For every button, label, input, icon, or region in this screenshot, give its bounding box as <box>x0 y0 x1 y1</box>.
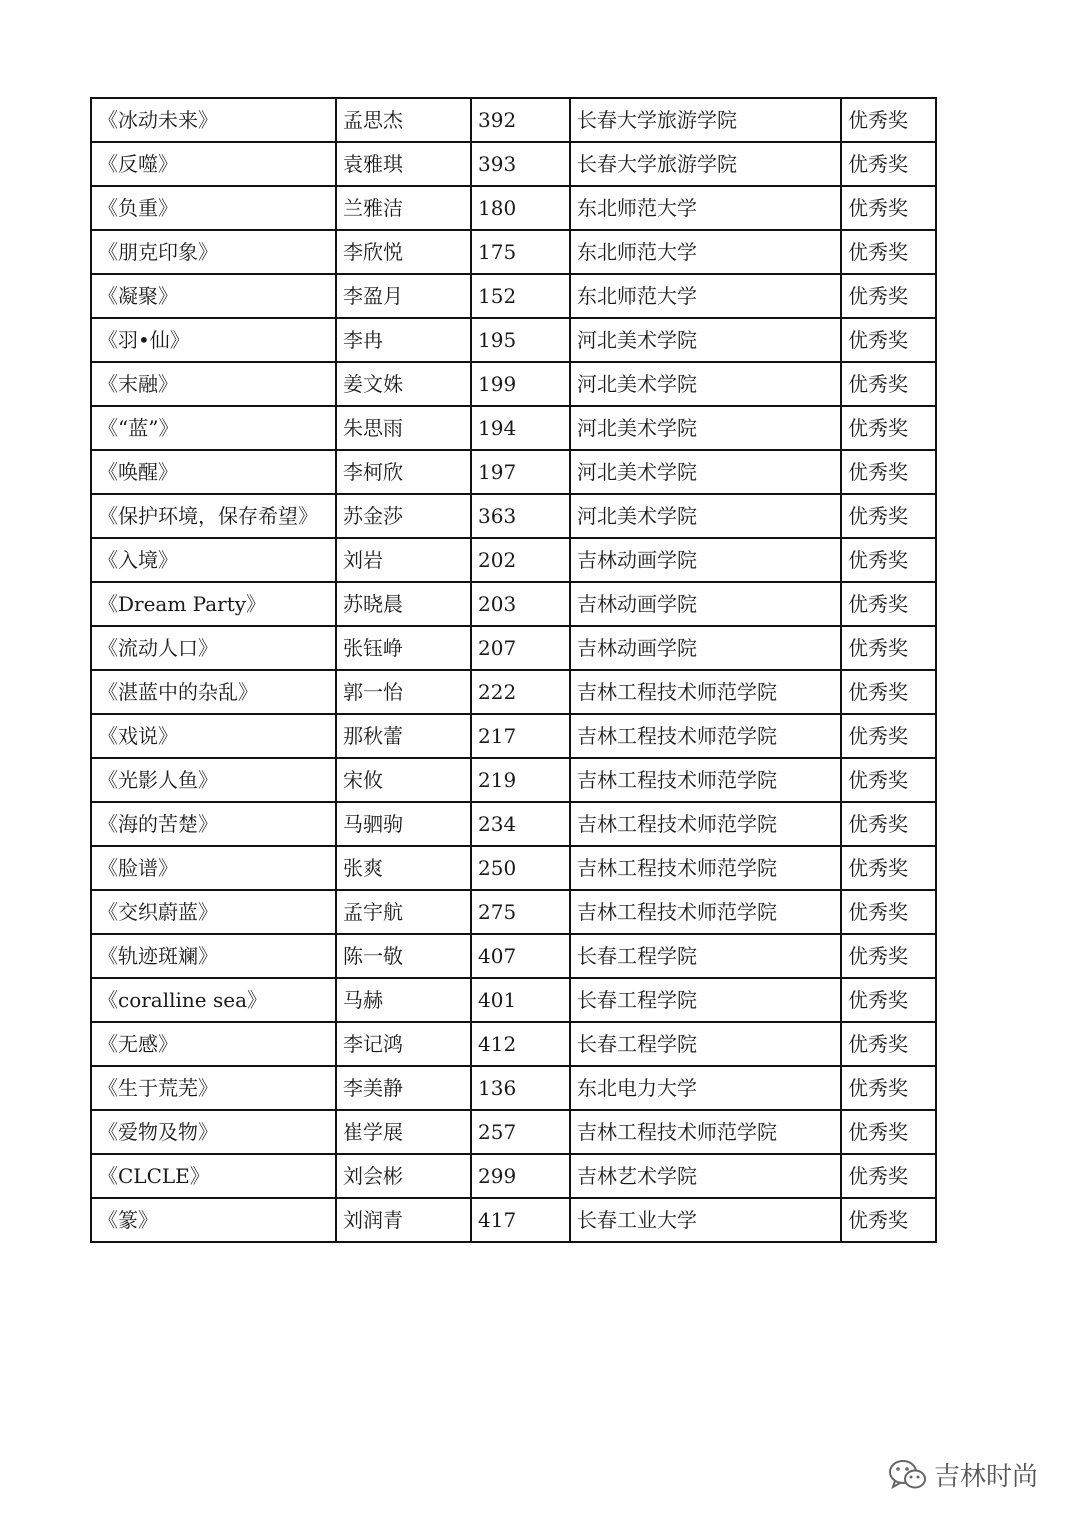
award-level-cell: 优秀奖 <box>841 1066 936 1110</box>
table-row <box>91 1022 936 1066</box>
award-title-cell: 《羽•仙》 <box>91 318 336 362</box>
award-level-cell: 优秀奖 <box>841 450 936 494</box>
award-level-cell: 优秀奖 <box>841 362 936 406</box>
table-row <box>91 846 936 890</box>
author-cell: 宋攸 <box>336 758 471 802</box>
award-title-cell: 《爱物及物》 <box>91 1110 336 1154</box>
author-cell: 刘润青 <box>336 1198 471 1242</box>
entry-number-cell: 393 <box>471 142 570 186</box>
author-cell: 刘岩 <box>336 538 471 582</box>
table-row <box>91 274 936 318</box>
school-cell: 东北师范大学 <box>570 230 841 274</box>
award-title-cell: 《coralline sea》 <box>91 978 336 1022</box>
award-title-cell: 《朋克印象》 <box>91 230 336 274</box>
award-title-cell: 《脸谱》 <box>91 846 336 890</box>
school-cell: 河北美术学院 <box>570 318 841 362</box>
school-cell: 河北美术学院 <box>570 494 841 538</box>
school-cell: 长春工程学院 <box>570 1022 841 1066</box>
author-cell: 苏晓晨 <box>336 582 471 626</box>
entry-number-cell: 217 <box>471 714 570 758</box>
school-cell: 河北美术学院 <box>570 362 841 406</box>
school-cell: 吉林动画学院 <box>570 626 841 670</box>
award-title-cell: 《轨迹斑斓》 <box>91 934 336 978</box>
author-cell: 陈一敬 <box>336 934 471 978</box>
award-level-cell: 优秀奖 <box>841 538 936 582</box>
school-cell: 吉林工程技术师范学院 <box>570 846 841 890</box>
table-row <box>91 450 936 494</box>
entry-number-cell: 392 <box>471 98 570 142</box>
award-level-cell: 优秀奖 <box>841 714 936 758</box>
table-row <box>91 714 936 758</box>
table-row <box>91 934 936 978</box>
school-cell: 东北电力大学 <box>570 1066 841 1110</box>
school-cell: 吉林工程技术师范学院 <box>570 1110 841 1154</box>
table-row <box>91 142 936 186</box>
school-cell: 吉林艺术学院 <box>570 1154 841 1198</box>
author-cell: 孟思杰 <box>336 98 471 142</box>
awards-table <box>90 97 937 1243</box>
entry-number-cell: 407 <box>471 934 570 978</box>
entry-number-cell: 219 <box>471 758 570 802</box>
school-cell: 长春大学旅游学院 <box>570 142 841 186</box>
entry-number-cell: 275 <box>471 890 570 934</box>
award-level-cell: 优秀奖 <box>841 318 936 362</box>
author-cell: 马赫 <box>336 978 471 1022</box>
table-row <box>91 494 936 538</box>
school-cell: 长春工业大学 <box>570 1198 841 1242</box>
author-cell: 李柯欣 <box>336 450 471 494</box>
entry-number-cell: 234 <box>471 802 570 846</box>
school-cell: 吉林工程技术师范学院 <box>570 802 841 846</box>
author-cell: 兰雅洁 <box>336 186 471 230</box>
entry-number-cell: 222 <box>471 670 570 714</box>
author-cell: 李盈月 <box>336 274 471 318</box>
award-title-cell: 《光影人鱼》 <box>91 758 336 802</box>
award-title-cell: 《末融》 <box>91 362 336 406</box>
author-cell: 李冉 <box>336 318 471 362</box>
table-row <box>91 978 936 1022</box>
table-row <box>91 186 936 230</box>
school-cell: 吉林工程技术师范学院 <box>570 670 841 714</box>
table-row <box>91 890 936 934</box>
award-title-cell: 《戏说》 <box>91 714 336 758</box>
table-row <box>91 802 936 846</box>
entry-number-cell: 363 <box>471 494 570 538</box>
award-level-cell: 优秀奖 <box>841 186 936 230</box>
award-title-cell: 《篆》 <box>91 1198 336 1242</box>
entry-number-cell: 194 <box>471 406 570 450</box>
entry-number-cell: 195 <box>471 318 570 362</box>
author-cell: 李记鸿 <box>336 1022 471 1066</box>
school-cell: 吉林动画学院 <box>570 582 841 626</box>
author-cell: 姜文姝 <box>336 362 471 406</box>
author-cell: 张爽 <box>336 846 471 890</box>
school-cell: 东北师范大学 <box>570 186 841 230</box>
school-cell: 河北美术学院 <box>570 450 841 494</box>
award-level-cell: 优秀奖 <box>841 978 936 1022</box>
author-cell: 张钰峥 <box>336 626 471 670</box>
entry-number-cell: 401 <box>471 978 570 1022</box>
entry-number-cell: 175 <box>471 230 570 274</box>
award-title-cell: 《负重》 <box>91 186 336 230</box>
award-level-cell: 优秀奖 <box>841 1110 936 1154</box>
author-cell: 刘会彬 <box>336 1154 471 1198</box>
table-row <box>91 98 936 142</box>
entry-number-cell: 203 <box>471 582 570 626</box>
award-level-cell: 优秀奖 <box>841 670 936 714</box>
award-title-cell: 《反噬》 <box>91 142 336 186</box>
watermark-text: 吉林时尚 <box>934 1462 1039 1492</box>
author-cell: 李欣悦 <box>336 230 471 274</box>
author-cell: 李美静 <box>336 1066 471 1110</box>
award-level-cell: 优秀奖 <box>841 494 936 538</box>
entry-number-cell: 152 <box>471 274 570 318</box>
watermark <box>888 1456 1038 1493</box>
entry-number-cell: 257 <box>471 1110 570 1154</box>
award-title-cell: 《生于荒芜》 <box>91 1066 336 1110</box>
school-cell: 东北师范大学 <box>570 274 841 318</box>
award-title-cell: 《入境》 <box>91 538 336 582</box>
table-row <box>91 362 936 406</box>
award-level-cell: 优秀奖 <box>841 142 936 186</box>
award-title-cell: 《“蓝”》 <box>91 406 336 450</box>
school-cell: 河北美术学院 <box>570 406 841 450</box>
award-level-cell: 优秀奖 <box>841 626 936 670</box>
award-level-cell: 优秀奖 <box>841 1154 936 1198</box>
entry-number-cell: 136 <box>471 1066 570 1110</box>
award-level-cell: 优秀奖 <box>841 406 936 450</box>
table-row <box>91 538 936 582</box>
author-cell: 马驷驹 <box>336 802 471 846</box>
author-cell: 孟宇航 <box>336 890 471 934</box>
award-level-cell: 优秀奖 <box>841 802 936 846</box>
author-cell: 朱思雨 <box>336 406 471 450</box>
award-title-cell: 《唤醒》 <box>91 450 336 494</box>
award-title-cell: 《无感》 <box>91 1022 336 1066</box>
table-row <box>91 670 936 714</box>
award-title-cell: 《湛蓝中的杂乱》 <box>91 670 336 714</box>
table-row <box>91 406 936 450</box>
entry-number-cell: 412 <box>471 1022 570 1066</box>
school-cell: 吉林工程技术师范学院 <box>570 890 841 934</box>
table-row <box>91 318 936 362</box>
award-title-cell: 《保护环境，保存希望》 <box>91 494 336 538</box>
table-row <box>91 582 936 626</box>
award-level-cell: 优秀奖 <box>841 230 936 274</box>
award-title-cell: 《凝聚》 <box>91 274 336 318</box>
table-row <box>91 1110 936 1154</box>
entry-number-cell: 207 <box>471 626 570 670</box>
entry-number-cell: 202 <box>471 538 570 582</box>
table-row <box>91 230 936 274</box>
award-level-cell: 优秀奖 <box>841 758 936 802</box>
award-title-cell: 《交织蔚蓝》 <box>91 890 336 934</box>
entry-number-cell: 417 <box>471 1198 570 1242</box>
award-title-cell: 《海的苦楚》 <box>91 802 336 846</box>
school-cell: 长春工程学院 <box>570 934 841 978</box>
entry-number-cell: 197 <box>471 450 570 494</box>
entry-number-cell: 199 <box>471 362 570 406</box>
school-cell: 吉林工程技术师范学院 <box>570 758 841 802</box>
table-row <box>91 1198 936 1242</box>
award-level-cell: 优秀奖 <box>841 1022 936 1066</box>
award-level-cell: 优秀奖 <box>841 274 936 318</box>
table-row <box>91 758 936 802</box>
award-level-cell: 优秀奖 <box>841 1198 936 1242</box>
entry-number-cell: 250 <box>471 846 570 890</box>
table-row <box>91 626 936 670</box>
award-level-cell: 优秀奖 <box>841 98 936 142</box>
table-row <box>91 1154 936 1198</box>
award-level-cell: 优秀奖 <box>841 846 936 890</box>
award-title-cell: 《Dream Party》 <box>91 582 336 626</box>
award-level-cell: 优秀奖 <box>841 582 936 626</box>
school-cell: 长春大学旅游学院 <box>570 98 841 142</box>
author-cell: 那秋蕾 <box>336 714 471 758</box>
award-level-cell: 优秀奖 <box>841 890 936 934</box>
award-title-cell: 《冰动未来》 <box>91 98 336 142</box>
author-cell: 崔学展 <box>336 1110 471 1154</box>
author-cell: 郭一怡 <box>336 670 471 714</box>
table-row <box>91 1066 936 1110</box>
school-cell: 长春工程学院 <box>570 978 841 1022</box>
award-title-cell: 《CLCLE》 <box>91 1154 336 1198</box>
school-cell: 吉林工程技术师范学院 <box>570 714 841 758</box>
author-cell: 苏金莎 <box>336 494 471 538</box>
entry-number-cell: 180 <box>471 186 570 230</box>
entry-number-cell: 299 <box>471 1154 570 1198</box>
award-level-cell: 优秀奖 <box>841 934 936 978</box>
wechat-icon <box>888 1458 928 1492</box>
school-cell: 吉林动画学院 <box>570 538 841 582</box>
author-cell: 袁雅琪 <box>336 142 471 186</box>
awards-table-body <box>91 98 936 1242</box>
award-title-cell: 《流动人口》 <box>91 626 336 670</box>
